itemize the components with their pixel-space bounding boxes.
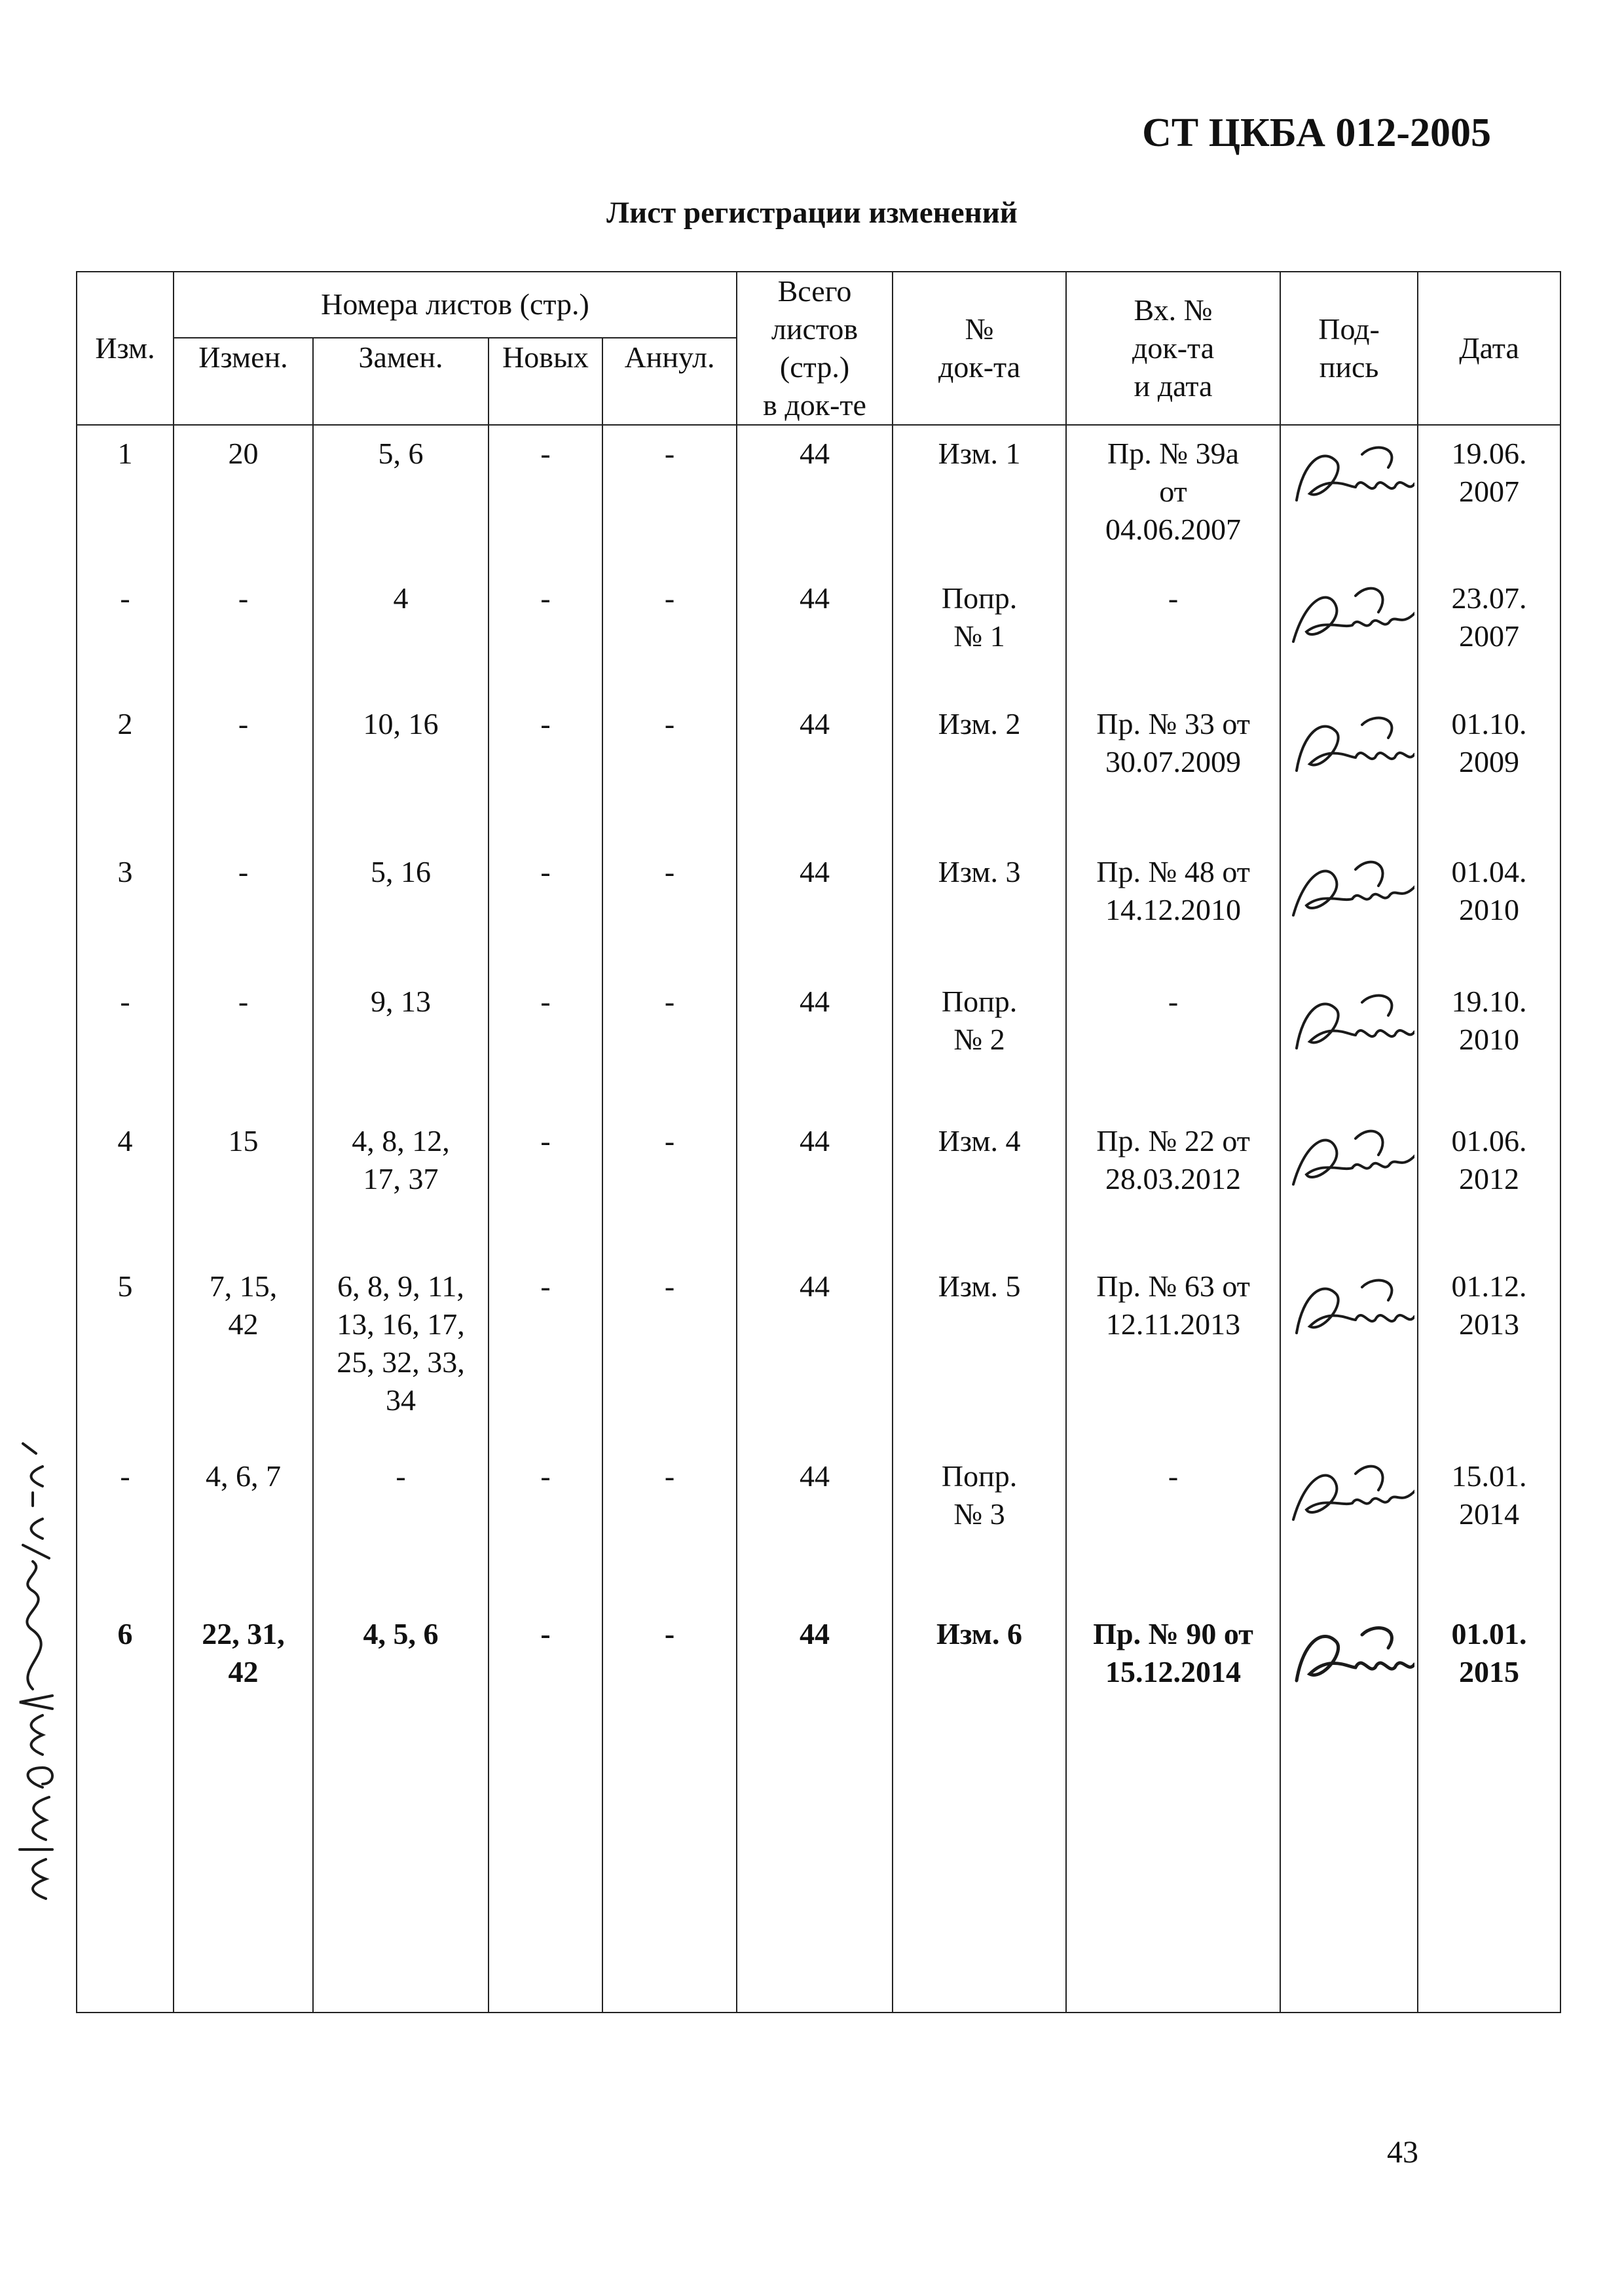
cell-line: - xyxy=(238,855,249,888)
cell-signature xyxy=(1280,844,1418,974)
cell-line: 2010 xyxy=(1459,893,1520,926)
cell-signature xyxy=(1280,425,1418,570)
cell-date xyxy=(1418,570,1560,696)
cell-signature xyxy=(1280,974,1418,1113)
cell-line: от xyxy=(1159,475,1187,508)
cell-total xyxy=(737,570,893,696)
header-annul: Аннул. xyxy=(602,338,737,425)
cell-line: 30.07.2009 xyxy=(1105,745,1242,778)
cell-line: 2013 xyxy=(1459,1307,1520,1341)
cell-line: Изм. 1 xyxy=(938,437,1021,470)
cell-line: 04.06.2007 xyxy=(1105,513,1242,546)
cell-line: 13, 16, 17, xyxy=(337,1307,465,1341)
cell-line: 2009 xyxy=(1459,745,1520,778)
cell-line: 14.12.2010 xyxy=(1105,893,1242,926)
cell-izm xyxy=(77,425,174,570)
header-line: в док-те xyxy=(763,388,866,422)
cell-izmen xyxy=(174,1113,313,1258)
cell-date xyxy=(1418,844,1560,974)
cell-signature xyxy=(1280,1113,1418,1258)
cell-novyh xyxy=(489,1448,602,1606)
cell-line: - xyxy=(664,1269,675,1303)
cell-line: 22, 31, xyxy=(202,1617,285,1650)
cell-zamen xyxy=(313,1258,489,1448)
cell-doc-no xyxy=(893,974,1066,1113)
cell-annul xyxy=(602,425,737,570)
cell-signature xyxy=(1280,696,1418,844)
cell-line: № 3 xyxy=(953,1497,1005,1531)
handwritten-signature-icon xyxy=(1283,705,1414,790)
cell-line: - xyxy=(540,855,551,888)
cell-line: 4 xyxy=(117,1124,133,1157)
cell-novyh xyxy=(489,1606,602,1764)
cell-line: Пр. № 48 от xyxy=(1096,855,1250,888)
header-date: Дата xyxy=(1418,272,1560,425)
page-number: 43 xyxy=(1387,2135,1418,2170)
header-zamen: Замен. xyxy=(313,338,489,425)
cell-zamen xyxy=(313,974,489,1113)
cell-zamen xyxy=(313,844,489,974)
cell-line: 2010 xyxy=(1459,1023,1520,1056)
cell-signature xyxy=(1280,1606,1418,1764)
cell-line: 6 xyxy=(117,1617,133,1650)
sheet-title: Лист регистрации изменений xyxy=(606,196,1018,230)
header-line: (стр.) xyxy=(779,350,850,384)
cell-line: 25, 32, 33, xyxy=(337,1345,465,1379)
table-row xyxy=(77,696,1560,844)
cell-doc-no xyxy=(893,696,1066,844)
cell-novyh xyxy=(489,425,602,570)
header-signature xyxy=(1280,272,1418,425)
cell-annul xyxy=(602,1258,737,1448)
empty-cell xyxy=(1066,1764,1280,2013)
cell-line: - xyxy=(120,581,130,615)
cell-line: - xyxy=(1168,1459,1179,1493)
cell-date xyxy=(1418,1258,1560,1448)
cell-zamen xyxy=(313,1448,489,1606)
cell-izmen xyxy=(174,974,313,1113)
cell-annul xyxy=(602,844,737,974)
handwritten-signature-icon xyxy=(1283,853,1414,938)
cell-line: - xyxy=(664,985,675,1018)
cell-line: 19.06. xyxy=(1451,437,1527,470)
empty-cell xyxy=(1280,1764,1418,2013)
cell-line: - xyxy=(396,1459,406,1493)
cell-doc-no xyxy=(893,844,1066,974)
cell-total xyxy=(737,974,893,1113)
cell-line: 2012 xyxy=(1459,1162,1520,1195)
cell-doc-no xyxy=(893,1258,1066,1448)
cell-line: 20 xyxy=(228,437,259,470)
cell-line: - xyxy=(664,1124,675,1157)
handwritten-signature-icon xyxy=(1283,435,1414,520)
cell-line: - xyxy=(238,581,249,615)
cell-line: 44 xyxy=(800,1124,830,1157)
cell-line: 6, 8, 9, 11, xyxy=(337,1269,464,1303)
header-line: док-та xyxy=(938,350,1021,384)
cell-incoming xyxy=(1066,696,1280,844)
cell-line: 10, 16 xyxy=(363,707,439,740)
cell-annul xyxy=(602,1448,737,1606)
header-line: и дата xyxy=(1134,369,1213,403)
cell-novyh xyxy=(489,570,602,696)
document-code: СТ ЦКБА 012-2005 xyxy=(1142,111,1491,155)
cell-line: 2007 xyxy=(1459,475,1520,508)
cell-novyh xyxy=(489,1258,602,1448)
empty-cell xyxy=(602,1764,737,2013)
cell-incoming xyxy=(1066,974,1280,1113)
handwritten-signature-icon xyxy=(1283,579,1414,665)
header-doc-no xyxy=(893,272,1066,425)
cell-line: 15.12.2014 xyxy=(1105,1655,1242,1688)
cell-line: - xyxy=(664,437,675,470)
handwritten-signature-icon xyxy=(1283,1457,1414,1542)
cell-line: Пр. № 90 от xyxy=(1093,1617,1253,1650)
table-row xyxy=(77,570,1560,696)
cell-izm xyxy=(77,1113,174,1258)
cell-line: № 1 xyxy=(953,619,1005,653)
cell-incoming xyxy=(1066,570,1280,696)
cell-line: Попр. xyxy=(941,985,1018,1018)
cell-doc-no xyxy=(893,570,1066,696)
empty-cell xyxy=(489,1764,602,2013)
cell-line: 5, 16 xyxy=(371,855,431,888)
cell-line: 12.11.2013 xyxy=(1105,1307,1241,1341)
cell-line: - xyxy=(664,855,675,888)
cell-line: 01.10. xyxy=(1451,707,1527,740)
cell-total xyxy=(737,1606,893,1764)
header-line: док-та xyxy=(1132,331,1215,365)
handwritten-signature-icon xyxy=(1283,1267,1414,1353)
handwritten-signature-icon xyxy=(1283,983,1414,1068)
cell-line: - xyxy=(540,1124,551,1157)
table-header xyxy=(77,272,1560,425)
cell-line: 4, 6, 7 xyxy=(206,1459,281,1493)
cell-line: 4 xyxy=(393,581,409,615)
cell-incoming xyxy=(1066,1448,1280,1606)
header-novyh: Новых xyxy=(489,338,602,425)
cell-line: 5, 6 xyxy=(378,437,424,470)
table-row xyxy=(77,425,1560,570)
cell-incoming xyxy=(1066,1606,1280,1764)
cell-line: - xyxy=(540,1617,551,1650)
cell-novyh xyxy=(489,1113,602,1258)
cell-izm xyxy=(77,1448,174,1606)
cell-annul xyxy=(602,1113,737,1258)
cell-line: 44 xyxy=(800,581,830,615)
cell-line: 15.01. xyxy=(1451,1459,1527,1493)
table-row xyxy=(77,1606,1560,1764)
empty-cell xyxy=(174,1764,313,2013)
cell-line: 2014 xyxy=(1459,1497,1520,1531)
cell-line: - xyxy=(540,985,551,1018)
cell-novyh xyxy=(489,844,602,974)
header-incoming xyxy=(1066,272,1280,425)
table-row xyxy=(77,1258,1560,1448)
cell-line: 23.07. xyxy=(1451,581,1527,615)
cell-line: - xyxy=(238,707,249,740)
cell-line: 7, 15, xyxy=(209,1269,278,1303)
cell-zamen xyxy=(313,1113,489,1258)
cell-line: 17, 37 xyxy=(363,1162,439,1195)
cell-line: 44 xyxy=(800,855,830,888)
cell-line: 5 xyxy=(117,1269,133,1303)
cell-line: 01.12. xyxy=(1451,1269,1527,1303)
cell-line: - xyxy=(664,707,675,740)
empty-cell xyxy=(77,1764,174,2013)
cell-zamen xyxy=(313,425,489,570)
cell-line: 44 xyxy=(800,985,830,1018)
cell-line: Пр. № 39а xyxy=(1107,437,1240,470)
cell-annul xyxy=(602,1606,737,1764)
header-line: пись xyxy=(1319,350,1379,384)
cell-total xyxy=(737,844,893,974)
cell-line: 01.04. xyxy=(1451,855,1527,888)
cell-izm xyxy=(77,844,174,974)
cell-line: 44 xyxy=(800,707,830,740)
cell-izmen xyxy=(174,570,313,696)
cell-line: Пр. № 22 от xyxy=(1096,1124,1250,1157)
empty-cell xyxy=(737,1764,893,2013)
cell-line: Изм. 3 xyxy=(938,855,1021,888)
cell-line: 44 xyxy=(800,1617,830,1650)
cell-incoming xyxy=(1066,1258,1280,1448)
cell-line: 15 xyxy=(228,1124,259,1157)
empty-cell xyxy=(1418,1764,1560,2013)
cell-signature xyxy=(1280,1258,1418,1448)
cell-line: - xyxy=(120,985,130,1018)
cell-line: 42 xyxy=(228,1307,259,1341)
cell-doc-no xyxy=(893,425,1066,570)
header-line: листов xyxy=(771,312,858,346)
cell-izm xyxy=(77,570,174,696)
cell-line: 01.01. xyxy=(1451,1617,1527,1650)
cell-line: 4, 5, 6 xyxy=(363,1617,439,1650)
cell-date xyxy=(1418,1113,1560,1258)
cell-line: 3 xyxy=(117,855,133,888)
empty-cell xyxy=(893,1764,1066,2013)
cell-total xyxy=(737,1448,893,1606)
handwritten-signature-icon xyxy=(1283,1122,1414,1207)
table-row xyxy=(77,844,1560,974)
cell-izm xyxy=(77,974,174,1113)
cell-line: 44 xyxy=(800,1459,830,1493)
cell-izmen xyxy=(174,425,313,570)
cell-line: - xyxy=(1168,581,1179,615)
handwritten-margin-note-icon xyxy=(7,1434,65,1905)
cell-annul xyxy=(602,974,737,1113)
cell-date xyxy=(1418,696,1560,844)
cell-line: - xyxy=(540,1269,551,1303)
cell-izm xyxy=(77,1606,174,1764)
cell-line: 28.03.2012 xyxy=(1105,1162,1242,1195)
cell-line: 2015 xyxy=(1459,1655,1520,1688)
header-izmen: Измен. xyxy=(174,338,313,425)
cell-line: Пр. № 63 от xyxy=(1096,1269,1250,1303)
cell-izmen xyxy=(174,844,313,974)
cell-izm xyxy=(77,1258,174,1448)
cell-line: - xyxy=(540,437,551,470)
cell-doc-no xyxy=(893,1113,1066,1258)
cell-total xyxy=(737,696,893,844)
cell-line: - xyxy=(664,581,675,615)
cell-novyh xyxy=(489,696,602,844)
change-registration-table xyxy=(76,271,1561,2013)
table-row xyxy=(77,1113,1560,1258)
cell-line: Пр. № 33 от xyxy=(1096,707,1250,740)
cell-line: 44 xyxy=(800,1269,830,1303)
cell-izmen xyxy=(174,1448,313,1606)
cell-line: Попр. xyxy=(941,581,1018,615)
cell-izmen xyxy=(174,1258,313,1448)
header-total xyxy=(737,272,893,425)
cell-line: 2007 xyxy=(1459,619,1520,653)
cell-zamen xyxy=(313,570,489,696)
cell-line: 44 xyxy=(800,437,830,470)
cell-line: Изм. 5 xyxy=(938,1269,1021,1303)
cell-total xyxy=(737,1113,893,1258)
table-row xyxy=(77,1448,1560,1606)
table-row xyxy=(77,974,1560,1113)
cell-line: Изм. 2 xyxy=(938,707,1021,740)
cell-doc-no xyxy=(893,1606,1066,1764)
cell-line: - xyxy=(664,1617,675,1650)
cell-date xyxy=(1418,1448,1560,1606)
cell-zamen xyxy=(313,1606,489,1764)
cell-annul xyxy=(602,570,737,696)
cell-date xyxy=(1418,425,1560,570)
header-line: Под- xyxy=(1318,312,1380,346)
cell-line: 19.10. xyxy=(1451,985,1527,1018)
header-line: № xyxy=(965,312,994,346)
cell-line: - xyxy=(238,985,249,1018)
header-line: Всего xyxy=(777,274,852,308)
cell-izmen xyxy=(174,696,313,844)
cell-line: 42 xyxy=(228,1655,259,1688)
empty-filler-row xyxy=(77,1764,1560,2013)
cell-total xyxy=(737,425,893,570)
empty-cell xyxy=(313,1764,489,2013)
cell-line: 34 xyxy=(386,1383,416,1417)
cell-doc-no xyxy=(893,1448,1066,1606)
cell-line: - xyxy=(540,707,551,740)
cell-line: 2 xyxy=(117,707,133,740)
header-sheet-numbers: Номера листов (стр.) xyxy=(174,272,737,338)
cell-annul xyxy=(602,696,737,844)
cell-line: 01.06. xyxy=(1451,1124,1527,1157)
cell-novyh xyxy=(489,974,602,1113)
cell-line: 4, 8, 12, xyxy=(352,1124,450,1157)
cell-line: - xyxy=(664,1459,675,1493)
cell-line: - xyxy=(1168,985,1179,1018)
cell-line: Изм. 4 xyxy=(938,1124,1021,1157)
cell-line: Изм. 6 xyxy=(936,1617,1022,1650)
cell-zamen xyxy=(313,696,489,844)
cell-signature xyxy=(1280,570,1418,696)
cell-total xyxy=(737,1258,893,1448)
cell-line: - xyxy=(540,1459,551,1493)
cell-signature xyxy=(1280,1448,1418,1606)
cell-incoming xyxy=(1066,844,1280,974)
cell-date xyxy=(1418,974,1560,1113)
table-body xyxy=(77,425,1560,2013)
cell-line: - xyxy=(120,1459,130,1493)
header-izm: Изм. xyxy=(77,272,174,425)
cell-line: № 2 xyxy=(953,1023,1005,1056)
cell-incoming xyxy=(1066,425,1280,570)
cell-line: - xyxy=(540,581,551,615)
cell-date xyxy=(1418,1606,1560,1764)
cell-line: 9, 13 xyxy=(371,985,431,1018)
cell-izm xyxy=(77,696,174,844)
header-line: Вх. № xyxy=(1134,293,1213,327)
cell-line: Попр. xyxy=(941,1459,1018,1493)
handwritten-signature-icon xyxy=(1283,1615,1414,1700)
cell-line: 1 xyxy=(117,437,133,470)
cell-izmen xyxy=(174,1606,313,1764)
cell-incoming xyxy=(1066,1113,1280,1258)
